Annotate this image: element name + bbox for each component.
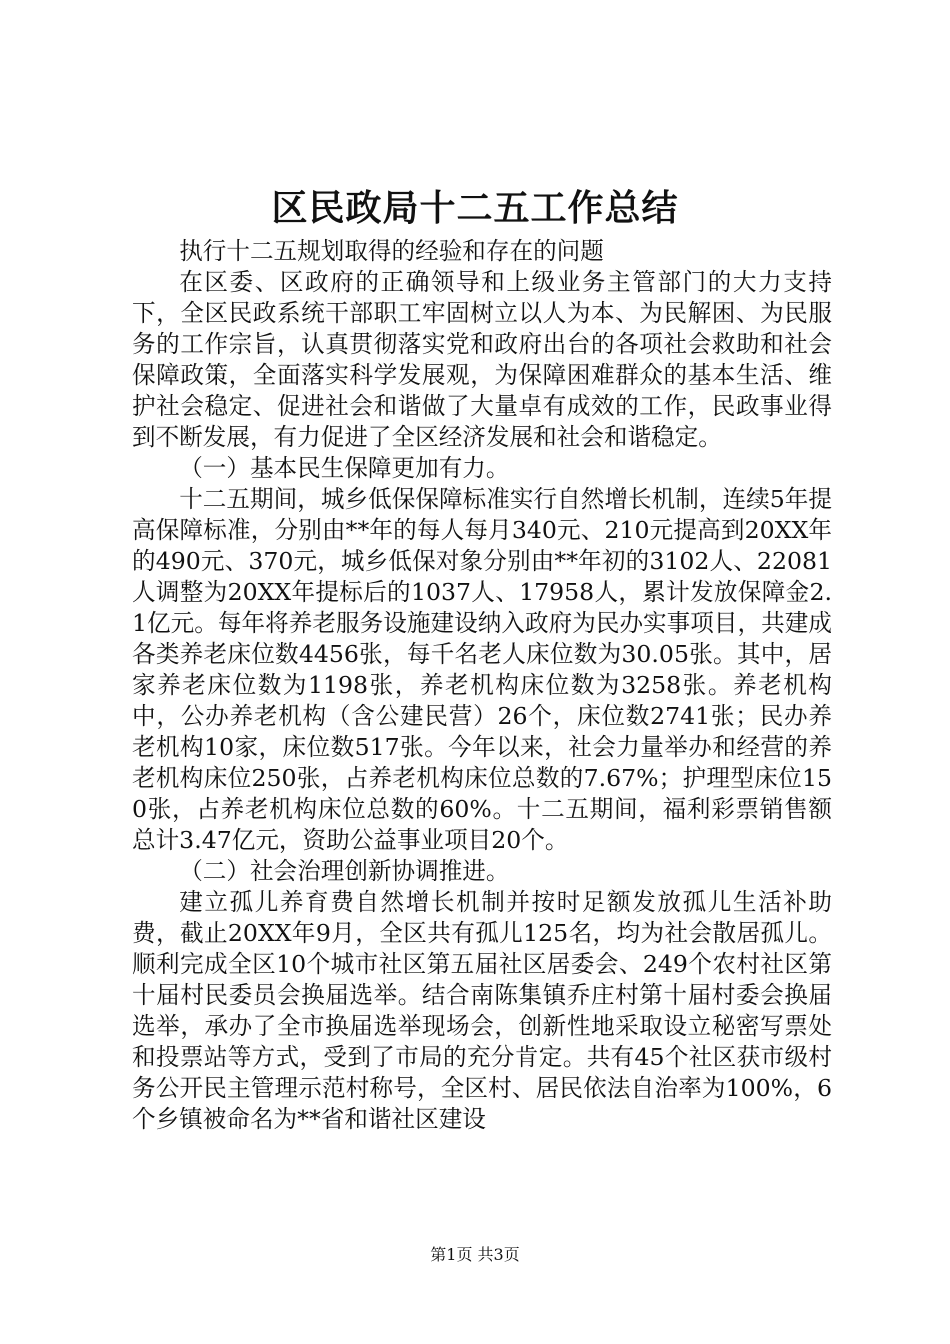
paragraph-intro: 在区委、区政府的正确领导和上级业务主管部门的大力支持下，全区民政系统干部职工牢固树立以人为本、为民解困、为民服务的工作宗旨，认真贯彻落实党和政府出台的各项社会救助和社会保障政策，全面落实科学发展观，为保障困难群众的基本生活、维护社会稳定、促进社会和谐做了大量卓有成效的工作，民政事业得到不断发展，有力促进了全区经济发展和社会和谐稳定。 xyxy=(132,268,832,451)
paragraph-subtitle: 执行十二五规划取得的经验和存在的问题 xyxy=(179,237,604,265)
section-heading-2: （二）社会治理创新协调推进。 xyxy=(179,857,510,885)
paragraph-section-2: 建立孤儿养育费自然增长机制并按时足额发放孤儿生活补助费，截止20XX年9月，全区共有孤儿125名，均为社会散居孤儿。顺利完成全区10个城市社区第五届社区居委会、249个农村社区第十届村民委员会换届选举。结合南陈集镇乔庄村第十届村委会换届选举，承办了全市换届选举现场会，创新性地采取设立秘密写票处和投票站等方式，受到了市局的充分肯定。共有45个社区获市级村务公开民主管理示范村称号，全区村、居民依法自治率为100%，6个乡镇被命名为**省和谐社区建设 xyxy=(132,888,832,1133)
page-footer: 第1页 共3页 xyxy=(430,1245,520,1264)
section-heading-1: （一）基本民生保障更加有力。 xyxy=(179,454,510,482)
document-body xyxy=(132,236,832,1135)
paragraph-section-1: 十二五期间，城乡低保保障标准实行自然增长机制，连续5年提高保障标准，分别由**年的每人每月340元、210元提高到20XX年的490元、370元，城乡低保对象分别由**年初的3102人、22081人调整为20XX年提标后的1037人、17958人，累计发放保障金2.1亿元。每年将养老服务设施建设纳入政府为民办实事项目，共建成各类养老床位数4456张，每千名老人床位数为30.05张。其中，居家养老床位数为1198张，养老机构床位数为3258张。养老机构中，公办养老机构（含公建民营）26个，床位数2741张；民办养老机构10家，床位数517张。今年以来，社会力量举办和经营的养老机构床位250张，占养老机构床位总数的7.67%；护理型床位150张，占养老机构床位总数的60%。十二五期间，福利彩票销售额总计3.47亿元，资助公益事业项目20个。 xyxy=(132,485,832,854)
document-title: 区民政局十二五工作总结 xyxy=(271,187,679,229)
